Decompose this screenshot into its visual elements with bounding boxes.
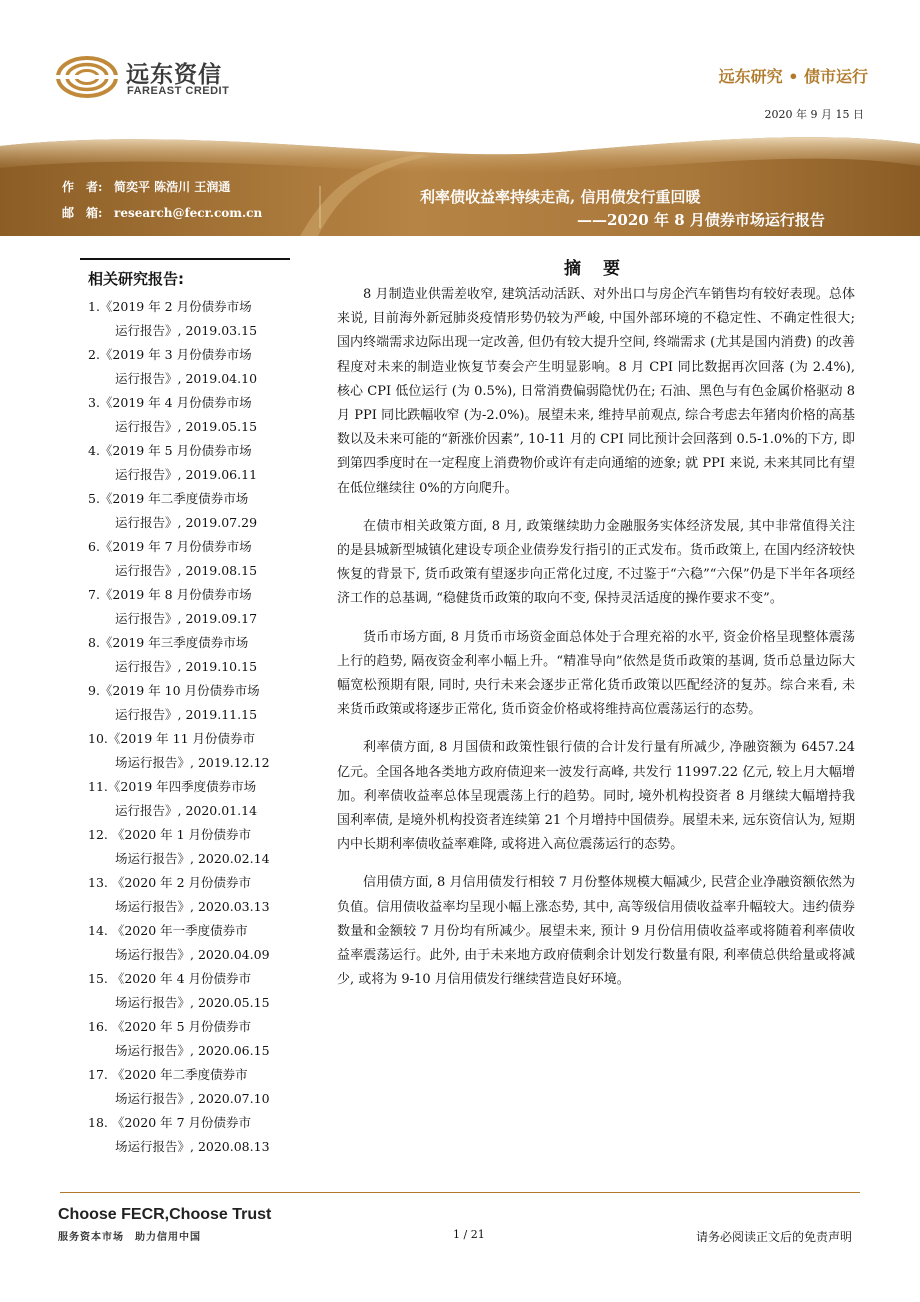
author-names: 简奕平 陈浩川 王润通 bbox=[114, 180, 231, 194]
related-report-item[interactable] bbox=[80, 439, 290, 487]
related-report-item[interactable] bbox=[80, 727, 290, 775]
related-report-date: 运行报告》, 2019.06.11 bbox=[115, 467, 258, 482]
footer-brand-slogan: Choose FECR,Choose Trust bbox=[58, 1206, 272, 1223]
abstract-body bbox=[337, 283, 855, 992]
related-report-item[interactable] bbox=[80, 295, 290, 343]
related-report-item[interactable] bbox=[80, 679, 290, 727]
related-report-date: 运行报告》, 2019.05.15 bbox=[115, 419, 258, 434]
email-line bbox=[62, 204, 262, 221]
page-number: 1 / 21 bbox=[453, 1228, 485, 1241]
related-report-title: 8.《2019 年三季度债券市场 bbox=[88, 635, 249, 650]
related-report-title: 7.《2019 年 8 月份债券市场 bbox=[88, 587, 252, 602]
related-report-title: 16. 《2020 年 5 月份债券市 bbox=[88, 1019, 252, 1034]
related-report-item[interactable] bbox=[80, 487, 290, 535]
related-report-title: 9.《2019 年 10 月份债券市场 bbox=[88, 683, 260, 698]
company-logo bbox=[56, 54, 256, 104]
related-report-item[interactable] bbox=[80, 1111, 290, 1159]
related-report-title: 11.《2019 年四季度债券市场 bbox=[88, 779, 257, 794]
related-report-date: 场运行报告》, 2020.08.13 bbox=[115, 1139, 270, 1154]
related-report-date: 运行报告》, 2019.09.17 bbox=[115, 611, 258, 626]
related-report-date: 场运行报告》, 2020.04.09 bbox=[115, 947, 270, 962]
related-report-title: 17. 《2020 年二季度债券市 bbox=[88, 1067, 248, 1082]
abstract-paragraph: 信用债方面, 8 月信用债发行相较 7 月份整体规模大幅减少, 民营企业净融资额依然为负值。信用债收益率均呈现小幅上涨态势, 其中, 高等级信用债收益率升幅较大。违约债券数量和金额较 7 月份均有所减少。展望未来, 预计 9 月份信用债收益率或将随着利率债收益率震荡运行。此外, 由于未来地方政府债剩余计划发行数量有限, 利率债总供给量或将减少, 或将为 9-10 月信用债发行继续营造良好环境。 bbox=[337, 875, 855, 988]
related-report-date: 运行报告》, 2019.10.15 bbox=[115, 659, 258, 674]
related-report-title: 2.《2019 年 3 月份债券市场 bbox=[88, 347, 252, 362]
related-report-item[interactable] bbox=[80, 535, 290, 583]
related-report-item[interactable] bbox=[80, 919, 290, 967]
related-report-date: 运行报告》, 2019.11.15 bbox=[115, 707, 258, 722]
abstract-paragraph: 货币市场方面, 8 月货币市场资金面总体处于合理充裕的水平, 资金价格呈现整体震荡上行的趋势, 隔夜资金利率小幅上升。“精准导向”依然是货币政策的基调, 货币总量边际大幅宽松预期有限, 同时, 央行未来会逐步正常化货币政策以匹配经济的复苏。综合来看, 未来货币政策或将逐步正常化, 货币资金价格或将维持高位震荡运行的态势。 bbox=[337, 629, 855, 718]
related-report-date: 场运行报告》, 2020.05.15 bbox=[115, 995, 270, 1010]
related-report-item[interactable] bbox=[80, 631, 290, 679]
related-report-title: 1.《2019 年 2 月份债券市场 bbox=[88, 299, 252, 314]
sidebar-heading: 相关研究报告: bbox=[88, 270, 184, 288]
related-report-item[interactable] bbox=[80, 823, 290, 871]
report-title: 利率债收益率持续走高, 信用债发行重回暖 bbox=[420, 188, 701, 206]
related-report-date: 场运行报告》, 2020.03.13 bbox=[115, 899, 270, 914]
related-report-title: 12. 《2020 年 1 月份债券市 bbox=[88, 827, 252, 842]
author-line bbox=[62, 178, 230, 195]
related-report-title: 6.《2019 年 7 月份债券市场 bbox=[88, 539, 252, 554]
author-label: 作 者: bbox=[62, 180, 103, 194]
related-report-date: 场运行报告》, 2020.06.15 bbox=[115, 1043, 270, 1058]
related-report-title: 4.《2019 年 5 月份债券市场 bbox=[88, 443, 252, 458]
email-label: 邮 箱: bbox=[62, 206, 103, 220]
related-report-item[interactable] bbox=[80, 343, 290, 391]
footer-divider bbox=[60, 1192, 860, 1193]
sidebar-top-rule bbox=[80, 258, 290, 260]
related-report-title: 18. 《2020 年 7 月份债券市 bbox=[88, 1115, 252, 1130]
abstract-section bbox=[337, 254, 855, 1006]
related-report-title: 15. 《2020 年 4 月份债券市 bbox=[88, 971, 252, 986]
logo-chinese-name: 远东资信 bbox=[126, 62, 222, 88]
related-report-item[interactable] bbox=[80, 1015, 290, 1063]
related-report-title: 10.《2019 年 11 月份债券市 bbox=[88, 731, 256, 746]
abstract-paragraph: 8 月制造业供需差收窄, 建筑活动活跃、对外出口与房企汽车销售均有较好表现。总体来说, 目前海外新冠肺炎疫情形势仍较为严峻, 中国外部环境的不稳定性、不确定性很大; 国内终端需求边际出现一定改善, 但仍有较大提升空间, 终端需求 (尤其是国内消费) 的改善程度对未来的制造业恢复节奏会产生明显影响。8 月 CPI 同比数据再次回落 (为 2.4%), 核心 CPI 低位运行 (为 0.5%), 日常消费偏弱隐忧仍在; 石油、黑色与有色金属价格驱动 8 月 PPI 同比跌幅收窄 (为-2.0%)。展望未来, 维持早前观点, 综合考虑去年猪肉价格的高基数以及未来可能的“新涨价因素”, 10-11 月的 CPI 同比预计会回落到 0.5-1.0%的下方, 即到第四季度时在一定程度上消费物价或许有走向通缩的迹象; 就 PPI 来说, 未来其同比有望在低位继续往 0%的方向爬升。 bbox=[337, 287, 855, 496]
related-report-title: 3.《2019 年 4 月份债券市场 bbox=[88, 395, 252, 410]
related-report-title: 13. 《2020 年 2 月份债券市 bbox=[88, 875, 252, 890]
footer-tagline: 服务资本市场 助力信用中国 bbox=[58, 1232, 201, 1243]
related-report-item[interactable] bbox=[80, 583, 290, 631]
abstract-paragraph: 在债市相关政策方面, 8 月, 政策继续助力金融服务实体经济发展, 其中非常值得关注的是县城新型城镇化建设专项企业债券发行指引的正式发布。货币政策上, 在国内经济较快恢复的背景下, 货币政策有望逐步向正常化过度, 不过鉴于“六稳”“六保”仍是下半年各项经济工作的总基调, “稳健货币政策的取向不变, 保持灵活适度的操作要求不变”。 bbox=[337, 518, 855, 607]
related-reports-list bbox=[80, 295, 290, 1159]
related-report-date: 场运行报告》, 2020.07.10 bbox=[115, 1091, 270, 1106]
related-report-date: 运行报告》, 2019.08.15 bbox=[115, 563, 258, 578]
abstract-heading: 摘 要 bbox=[564, 259, 628, 279]
abstract-paragraph: 利率债方面, 8 月国债和政策性银行债的合计发行量有所减少, 净融资额为 6457.24 亿元。全国各地各类地方政府债迎来一波发行高峰, 共发行 11997.22 亿元, 较上月大幅增加。利率债收益率总体呈现震荡上行的趋势。同时, 境外机构投资者 8 月继续大幅增持我国利率债, 是境外机构投资者连续第 21 个月增持中国债券。展望未来, 远东资信认为, 短期内中长期利率债收益率难降, 或将进入高位震荡运行的态势。 bbox=[337, 740, 855, 853]
related-report-date: 运行报告》, 2020.01.14 bbox=[115, 803, 258, 818]
logo-english-name: FAREAST CREDIT bbox=[127, 85, 230, 97]
related-report-item[interactable] bbox=[80, 775, 290, 823]
related-report-date: 运行报告》, 2019.03.15 bbox=[115, 323, 258, 338]
report-subtitle: ——2020 年 8 月债券市场运行报告 bbox=[577, 211, 825, 229]
email-address[interactable]: research@fecr.com.cn bbox=[114, 206, 263, 220]
related-report-date: 场运行报告》, 2019.12.12 bbox=[115, 755, 270, 770]
related-report-title: 5.《2019 年二季度债券市场 bbox=[88, 491, 249, 506]
fareast-emblem-icon bbox=[56, 54, 118, 100]
related-report-date: 运行报告》, 2019.04.10 bbox=[115, 371, 258, 386]
related-report-item[interactable] bbox=[80, 391, 290, 439]
report-date: 2020 年 9 月 15 日 bbox=[764, 108, 864, 121]
related-report-item[interactable] bbox=[80, 1063, 290, 1111]
related-report-date: 运行报告》, 2019.07.29 bbox=[115, 515, 258, 530]
related-report-item[interactable] bbox=[80, 967, 290, 1015]
related-report-date: 场运行报告》, 2020.02.14 bbox=[115, 851, 270, 866]
related-reports-sidebar bbox=[80, 258, 290, 1159]
disclaimer-note: 请务必阅读正文后的免责声明 bbox=[695, 1230, 852, 1244]
related-report-title: 14. 《2020 年一季度债券市 bbox=[88, 923, 248, 938]
related-report-item[interactable] bbox=[80, 871, 290, 919]
report-series: 远东研究 • 债市运行 bbox=[718, 67, 868, 86]
